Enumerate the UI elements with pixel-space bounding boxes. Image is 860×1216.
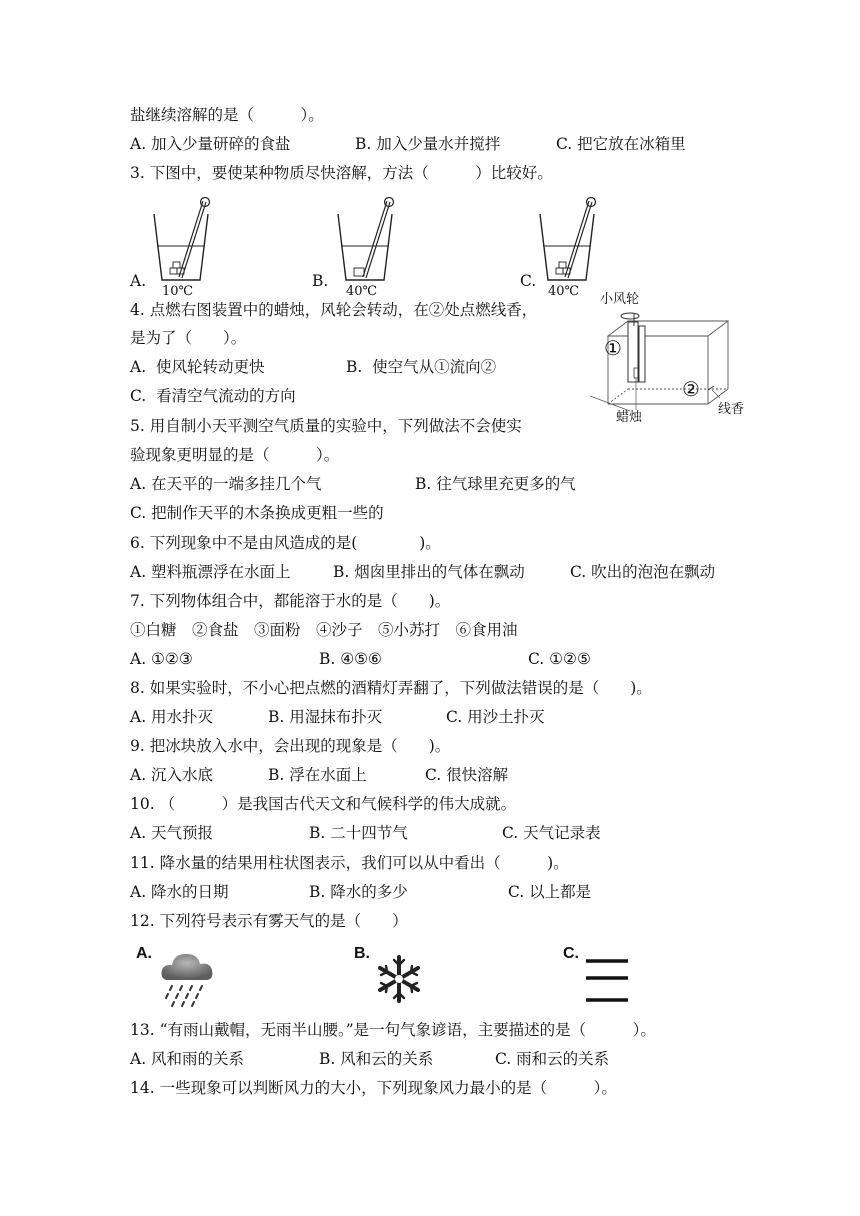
q7-option-a[interactable]: A. ①②③ bbox=[130, 650, 193, 668]
q2-option-b[interactable]: B. 加入少量水并搅拌 bbox=[355, 135, 501, 153]
fig-incense-label: 线香 bbox=[718, 401, 745, 416]
q11-option-a[interactable]: A. 降水的日期 bbox=[130, 883, 229, 901]
q4-option-a[interactable]: A. 使风轮转动更快 bbox=[130, 358, 265, 376]
q5-option-b[interactable]: B. 往气球里充更多的气 bbox=[415, 475, 576, 493]
q6-option-a[interactable]: A. 塑料瓶漂浮在水面上 bbox=[130, 563, 291, 581]
q11-option-c[interactable]: C. 以上都是 bbox=[508, 883, 592, 901]
q6-stem: 6. 下列现象中不是由风造成的是( )。 bbox=[130, 534, 441, 552]
fog-icon[interactable] bbox=[582, 955, 632, 1007]
q5-stem-line1: 5. 用自制小天平测空气质量的实验中，下列做法不会使实 bbox=[130, 417, 522, 435]
q9-stem: 9. 把冰块放入水中，会出现的现象是（ )。 bbox=[130, 737, 451, 755]
q10-option-a[interactable]: A. 天气预报 bbox=[130, 824, 214, 842]
beaker-c-figure bbox=[534, 196, 604, 286]
q12-option-a-label[interactable]: A. bbox=[136, 945, 152, 962]
q8-option-b[interactable]: B. 用湿抹布扑灭 bbox=[268, 708, 383, 726]
q6-option-b[interactable]: B. 烟囱里排出的气体在飘动 bbox=[333, 563, 525, 581]
q13-option-a[interactable]: A. 风和雨的关系 bbox=[130, 1050, 245, 1068]
fig-wheel-label: 小风轮 bbox=[600, 291, 640, 306]
q13-stem: 13. “有雨山戴帽，无雨半山腰。”是一句气象谚语，主要描述的是（ ）。 bbox=[130, 1021, 656, 1039]
q2-stem-tail: 盐继续溶解的是（ ）。 bbox=[130, 106, 324, 124]
q7-option-c[interactable]: C. ①②⑤ bbox=[528, 650, 591, 668]
q4-option-c[interactable]: C. 看清空气流动的方向 bbox=[130, 387, 296, 405]
q3-option-b[interactable]: B. bbox=[312, 272, 329, 290]
q10-stem: 10. （ ）是我国古代天文和气候科学的伟大成就。 bbox=[130, 795, 517, 813]
q9-option-c[interactable]: C. 很快溶解 bbox=[425, 766, 509, 784]
q6-option-c[interactable]: C. 吹出的泡泡在飘动 bbox=[570, 563, 716, 581]
fig-marker-2: ② bbox=[682, 379, 700, 401]
q8-option-c[interactable]: C. 用沙土扑灭 bbox=[446, 708, 545, 726]
q3-option-c[interactable]: C. bbox=[520, 272, 537, 290]
q10-option-b[interactable]: B. 二十四节气 bbox=[309, 824, 408, 842]
q14-stem: 14. 一些现象可以判断风力的大小，下列现象风力最小的是（ ）。 bbox=[130, 1079, 617, 1097]
q5-option-c[interactable]: C. 把制作天平的木条换成更粗一些的 bbox=[130, 504, 384, 522]
q12-option-c-label[interactable]: C. bbox=[563, 945, 579, 962]
q2-option-c[interactable]: C. 把它放在冰箱里 bbox=[556, 135, 686, 153]
q11-stem: 11. 降水量的结果用柱状图表示，我们可以从中看出（ )。 bbox=[130, 854, 569, 872]
q9-option-a[interactable]: A. 沉入水底 bbox=[130, 766, 214, 784]
beaker-b-figure bbox=[332, 196, 402, 286]
beaker-a-temp: 10℃ bbox=[162, 284, 194, 299]
fig-candle-label: 蜡烛 bbox=[616, 409, 643, 424]
q4-option-b[interactable]: B. 使空气从①流向② bbox=[346, 358, 497, 376]
q4-stem-line2: 是为了（ ）。 bbox=[130, 329, 247, 347]
beaker-a-figure bbox=[148, 196, 218, 286]
q3-stem: 3. 下图中，要使某种物质尽快溶解，方法（ ）比较好。 bbox=[130, 164, 553, 182]
q7-items: ①白糖 ②食盐 ③面粉 ④沙子 ⑤小苏打 ⑥食用油 bbox=[130, 621, 518, 639]
q5-option-a[interactable]: A. 在天平的一端多挂几个气 bbox=[130, 475, 322, 493]
beaker-c-temp: 40℃ bbox=[548, 284, 580, 299]
snowflake-icon[interactable] bbox=[374, 952, 424, 1010]
q7-option-b[interactable]: B. ④⑤⑥ bbox=[319, 650, 382, 668]
rain-cloud-icon[interactable] bbox=[158, 948, 218, 1010]
q2-option-a[interactable]: A. 加入少量研碎的食盐 bbox=[130, 135, 291, 153]
q11-option-b[interactable]: B. 降水的多少 bbox=[309, 883, 408, 901]
q7-stem: 7. 下列物体组合中，都能溶于水的是（ )。 bbox=[130, 592, 451, 610]
q5-stem-line2: 验现象更明显的是（ ）。 bbox=[130, 446, 340, 464]
fig-marker-1: ① bbox=[604, 338, 622, 360]
q4-stem-line1: 4. 点燃右图装置中的蜡烛，风轮会转动，在②处点燃线香， bbox=[130, 301, 538, 319]
q8-stem: 8. 如果实验时，不小心把点燃的酒精灯弄翻了，下列做法错误的是（ )。 bbox=[130, 679, 652, 697]
beaker-b-temp: 40℃ bbox=[346, 284, 378, 299]
q10-option-c[interactable]: C. 天气记录表 bbox=[502, 824, 601, 842]
q12-stem: 12. 下列符号表示有雾天气的是（ ） bbox=[130, 912, 408, 930]
q13-option-c[interactable]: C. 雨和云的关系 bbox=[495, 1050, 610, 1068]
q3-option-a[interactable]: A. bbox=[130, 272, 147, 290]
q9-option-b[interactable]: B. 浮在水面上 bbox=[268, 766, 367, 784]
q8-option-a[interactable]: A. 用水扑灭 bbox=[130, 708, 214, 726]
q12-option-b-label[interactable]: B. bbox=[354, 945, 370, 962]
q13-option-b[interactable]: B. 风和云的关系 bbox=[319, 1050, 434, 1068]
